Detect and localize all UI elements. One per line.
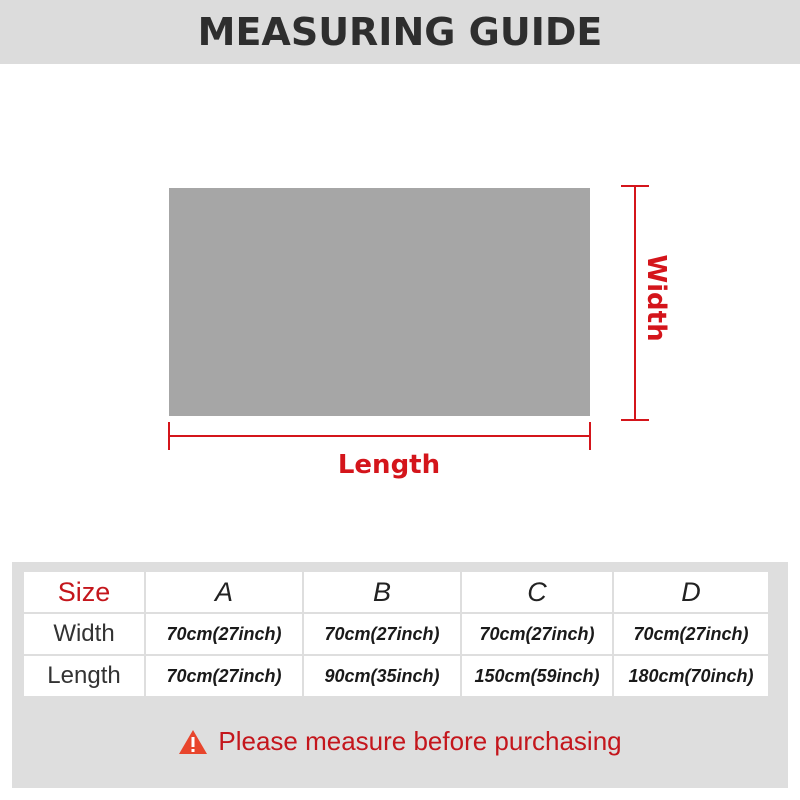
column-header-d [614,572,768,612]
cell-value: 180cm(70inch) [628,665,754,686]
table-cell [304,656,460,696]
purchase-notice [12,726,788,757]
table-row-length [24,656,768,696]
length-dimension [169,422,590,450]
cell-value: 70cm(27inch) [166,623,282,644]
cell-value: 70cm(27inch) [166,665,282,686]
cell-value: 150cm(59inch) [474,665,600,686]
size-header-label: Size [57,576,111,607]
column-header-label: D [681,576,701,607]
table-row-width [24,614,768,654]
product-rectangle [169,188,590,416]
size-table [22,570,770,698]
cell-value: 90cm(35inch) [324,665,440,686]
table-cell [146,614,302,654]
column-header-label: B [372,576,391,607]
page-title: MEASURING GUIDE [197,10,603,54]
cell-value: 70cm(27inch) [479,623,595,644]
warning-icon [178,729,208,755]
table-cell [462,656,612,696]
length-label: Length [337,450,441,480]
table-cell [614,656,768,696]
column-header-label: A [214,576,233,607]
table-cell [146,656,302,696]
cell-value: 70cm(27inch) [633,623,749,644]
column-header-b [304,572,460,612]
row-label: Width [53,620,115,647]
row-label: Length [47,662,121,689]
table-cell [462,614,612,654]
row-label-cell [24,614,144,654]
column-header-c [462,572,612,612]
size-table-header-row [24,572,768,612]
column-header-a [146,572,302,612]
table-cell [614,614,768,654]
page-header [0,0,800,64]
notice-text: Please measure before purchasing [218,726,622,756]
width-label: Width [641,254,671,342]
row-label-cell [24,656,144,696]
measuring-diagram [0,64,800,544]
table-cell [304,614,460,654]
column-header-label: C [527,576,547,607]
cell-value: 70cm(27inch) [324,623,440,644]
size-table-panel [12,562,788,788]
size-header-cell [24,572,144,612]
